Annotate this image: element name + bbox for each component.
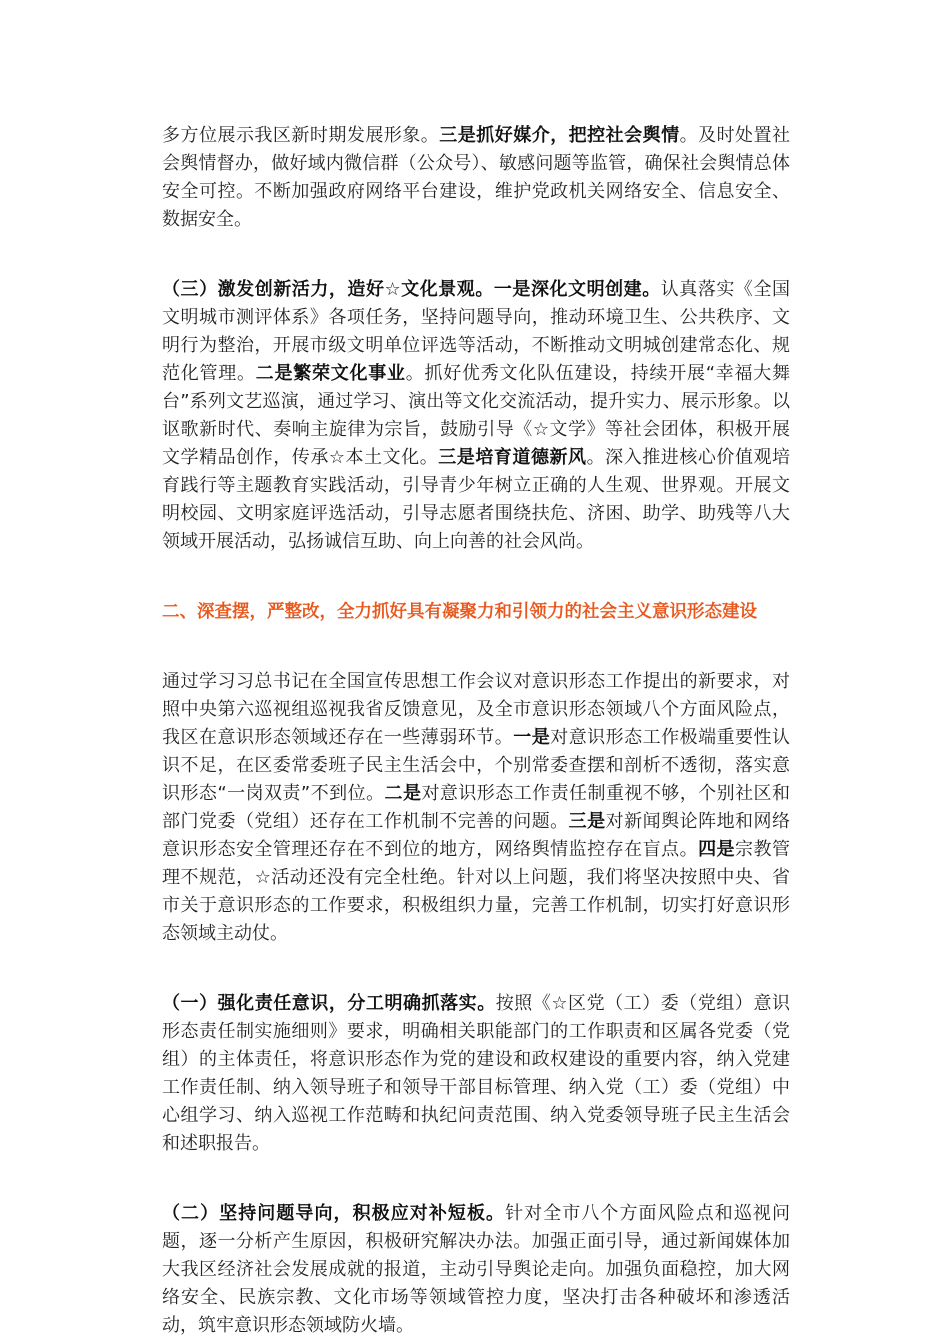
bold-text-run: 三是抓好媒介，把控社会舆情 (439, 125, 680, 146)
bold-text-run: 二是 (384, 783, 422, 804)
text-run: 对意识形态工作极端重要性认识不足，在区委常委班子民主生活会中，个别常委查摆和剖析不透彻，落实意识形态“一岗双责”不到位。 (162, 727, 791, 804)
text-run: 。抓好优秀文化队伍建设，持续开展“幸福大舞台”系列文艺巡演，通过学习、演出等文化交流活动，提升实力、展示形象。以讴歌新时代、奏响主旋律为宗旨，鼓励引导《☆文学》等社会团体，积极开展文学精品创作，传承☆本土文化。 (162, 363, 791, 468)
text-run: 多方位展示我区新时期发展形象。 (162, 125, 440, 146)
document-page (162, 122, 790, 1340)
bold-text-run: 三是 (568, 811, 606, 832)
bold-text-run: 二是繁荣文化事业 (255, 363, 406, 384)
bold-text-run: （三）激发创新活力，造好☆文化景观。一是深化文明创建。 (162, 279, 661, 300)
bold-text-run: 一是 (513, 727, 551, 748)
text-run: 通过学习习总书记在全国宣传思想工作会议对意识形态工作提出的新要求，对照中央第六巡视组巡视我省反馈意见，及全市意识形态领域八个方面风险点，我区在意识形态领域还存在一些薄弱环节。 (162, 671, 790, 748)
paragraph-gap (162, 1158, 790, 1200)
bold-text-run: （二）坚持问题导向，积极应对补短板。 (162, 1203, 506, 1224)
paragraph-media-control (162, 122, 790, 234)
text-run: 按照《☆区党（工）委（党组）意识形态责任制实施细则》要求，明确相关职能部门的工作职责和区属各党委（党组）的主体责任，将意识形态作为党的建设和政权建设的重要内容，纳入党建工作责任制、纳入领导班子和领导干部目标管理、纳入党（工）委（党组）中心组学习、纳入巡视工作范畴和执纪问责范围、纳入党委领导班子民主生活会和述职报告。 (162, 993, 791, 1154)
text-run: 认真落实《全国文明城市测评体系》各项任务，坚持问题导向，推动环境卫生、公共秩序、文明行为整治，开展市级文明单位评选等活动，不断推动文明城创建常态化、规范化管理。 (162, 279, 790, 384)
bold-text-run: 三是培育道德新风 (438, 447, 587, 468)
bold-text-run: （一）强化责任意识，分工明确抓落实。 (162, 993, 496, 1014)
paragraph-gap (162, 556, 790, 598)
bold-text-run: 四是 (698, 839, 736, 860)
text-run: 。深入推进核心价值观培育践行等主题教育实践活动，引导青少年树立正确的人生观、世界观。开展文明校园、文明家庭评选活动，引导志愿者围绕扶危、济困、助学、助残等八大领域开展活动，弘扬诚信互助、向上向善的社会风尚。 (162, 447, 791, 552)
paragraph-gap (162, 626, 790, 668)
paragraph-problem-oriented (162, 1200, 790, 1340)
paragraph-responsibility (162, 990, 790, 1158)
text-run: 对新闻舆论阵地和网络意识形态安全管理还存在不到位的地方，网络舆情监控存在盲点。 (162, 811, 791, 860)
paragraph-weak-links (162, 668, 790, 948)
paragraph-gap (162, 948, 790, 990)
text-run: 对意识形态工作责任制重视不够，个别社区和部门党委（党组）还存在工作机制不完善的问题。 (162, 783, 791, 832)
paragraph-culture-vitality (162, 276, 790, 556)
text-run: 针对全市八个方面风险点和巡视问题，逐一分析产生原因，积极研究解决办法。加强正面引导，通过新闻媒体加大我区经济社会发展成就的报道，主动引导舆论走向。加强负面稳控，加大网络安全、民族宗教、文化市场等领域管控力度，坚决打击各种破坏和渗透活动，筑牢意识形态领域防火墙。 (162, 1203, 790, 1336)
text-run: 宗教管理不规范，☆活动还没有完全杜绝。针对以上问题，我们将坚决按照中央、省市关于意识形态的工作要求，积极组织力量，完善工作机制，切实打好意识形态领域主动仗。 (162, 839, 791, 944)
paragraph-gap (162, 234, 790, 276)
section-heading: 二、深查摆，严整改，全力抓好具有凝聚力和引领力的社会主义意识形态建设 (162, 602, 757, 622)
text-run: 。及时处置社会舆情督办，做好域内微信群（公众号）、敏感问题等监管，确保社会舆情总体安全可控。不断加强政府网络平台建设，维护党政机关网络安全、信息安全、数据安全。 (162, 125, 791, 230)
